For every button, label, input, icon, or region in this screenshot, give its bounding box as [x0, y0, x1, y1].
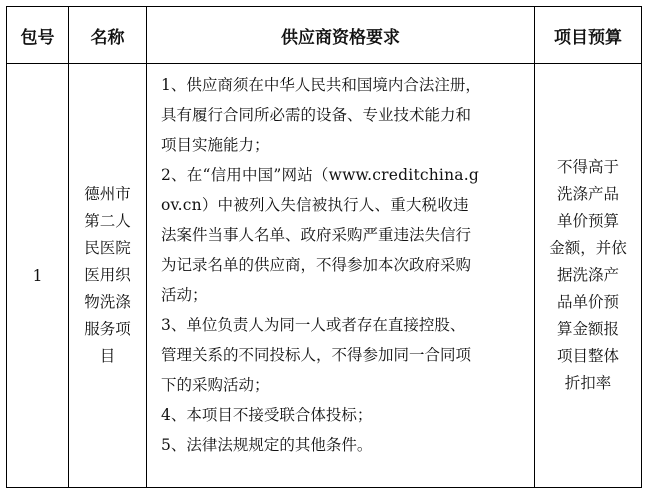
requirement-line: 活动；	[161, 286, 208, 304]
requirement-line: 2、在“信用中国”网站（www.creditchina.g	[161, 166, 479, 184]
budget-line: 金额，并依	[549, 239, 627, 257]
table-row	[7, 64, 642, 488]
requirement-line: 下的采购活动；	[161, 376, 270, 394]
project-name-cell	[69, 64, 147, 488]
header-row	[7, 7, 642, 64]
requirement-line: ov.cn）中被列入失信被执行人、重大税收违	[161, 196, 469, 214]
project-name-line: 物洗涤	[84, 293, 131, 311]
qualification-table	[6, 6, 642, 488]
project-name-line: 民医院	[84, 239, 131, 257]
budget-cell	[535, 64, 642, 488]
header-package-number: 包号	[7, 7, 69, 64]
project-name-line: 第二人	[84, 212, 131, 230]
requirement-line: 1、供应商须在中华人民共和国境内合法注册，	[161, 76, 481, 94]
budget-line: 洗涤产品	[556, 185, 619, 203]
budget-line: 品单价预	[556, 293, 619, 311]
requirement-line: 法案件当事人名单、政府采购严重违法失信行	[161, 226, 472, 244]
budget-line: 据洗涤产	[556, 266, 619, 284]
requirement-line: 具有履行合同所必需的设备、专业技术能力和	[161, 106, 472, 124]
budget-line: 不得高于	[556, 158, 619, 176]
requirement-line: 5、法律法规规定的其他条件。	[161, 436, 373, 454]
budget-line: 算金额报	[556, 320, 619, 338]
requirement-line: 为记录名单的供应商，不得参加本次政府采购	[161, 256, 472, 274]
project-name-line: 目	[99, 347, 116, 365]
budget-line: 单价预算	[556, 212, 619, 230]
header-name: 名称	[69, 7, 147, 64]
budget-line: 项目整体	[556, 347, 619, 365]
project-name-line: 医用织	[84, 266, 131, 284]
requirement-line: 4、本项目不接受联合体投标；	[161, 406, 373, 424]
requirement-line: 项目实施能力；	[161, 136, 270, 154]
project-name-line: 德州市	[84, 185, 131, 203]
project-name-line: 服务项	[84, 320, 131, 338]
header-requirements: 供应商资格要求	[147, 7, 535, 64]
budget-line: 折扣率	[564, 374, 612, 392]
requirements-list	[161, 70, 524, 460]
header-budget: 项目预算	[535, 7, 642, 64]
requirement-line: 管理关系的不同投标人，不得参加同一合同项	[161, 346, 472, 364]
package-number-cell: 1	[7, 64, 69, 488]
requirements-cell	[147, 64, 535, 488]
requirement-line: 3、单位负责人为同一人或者存在直接控股、	[161, 316, 466, 334]
